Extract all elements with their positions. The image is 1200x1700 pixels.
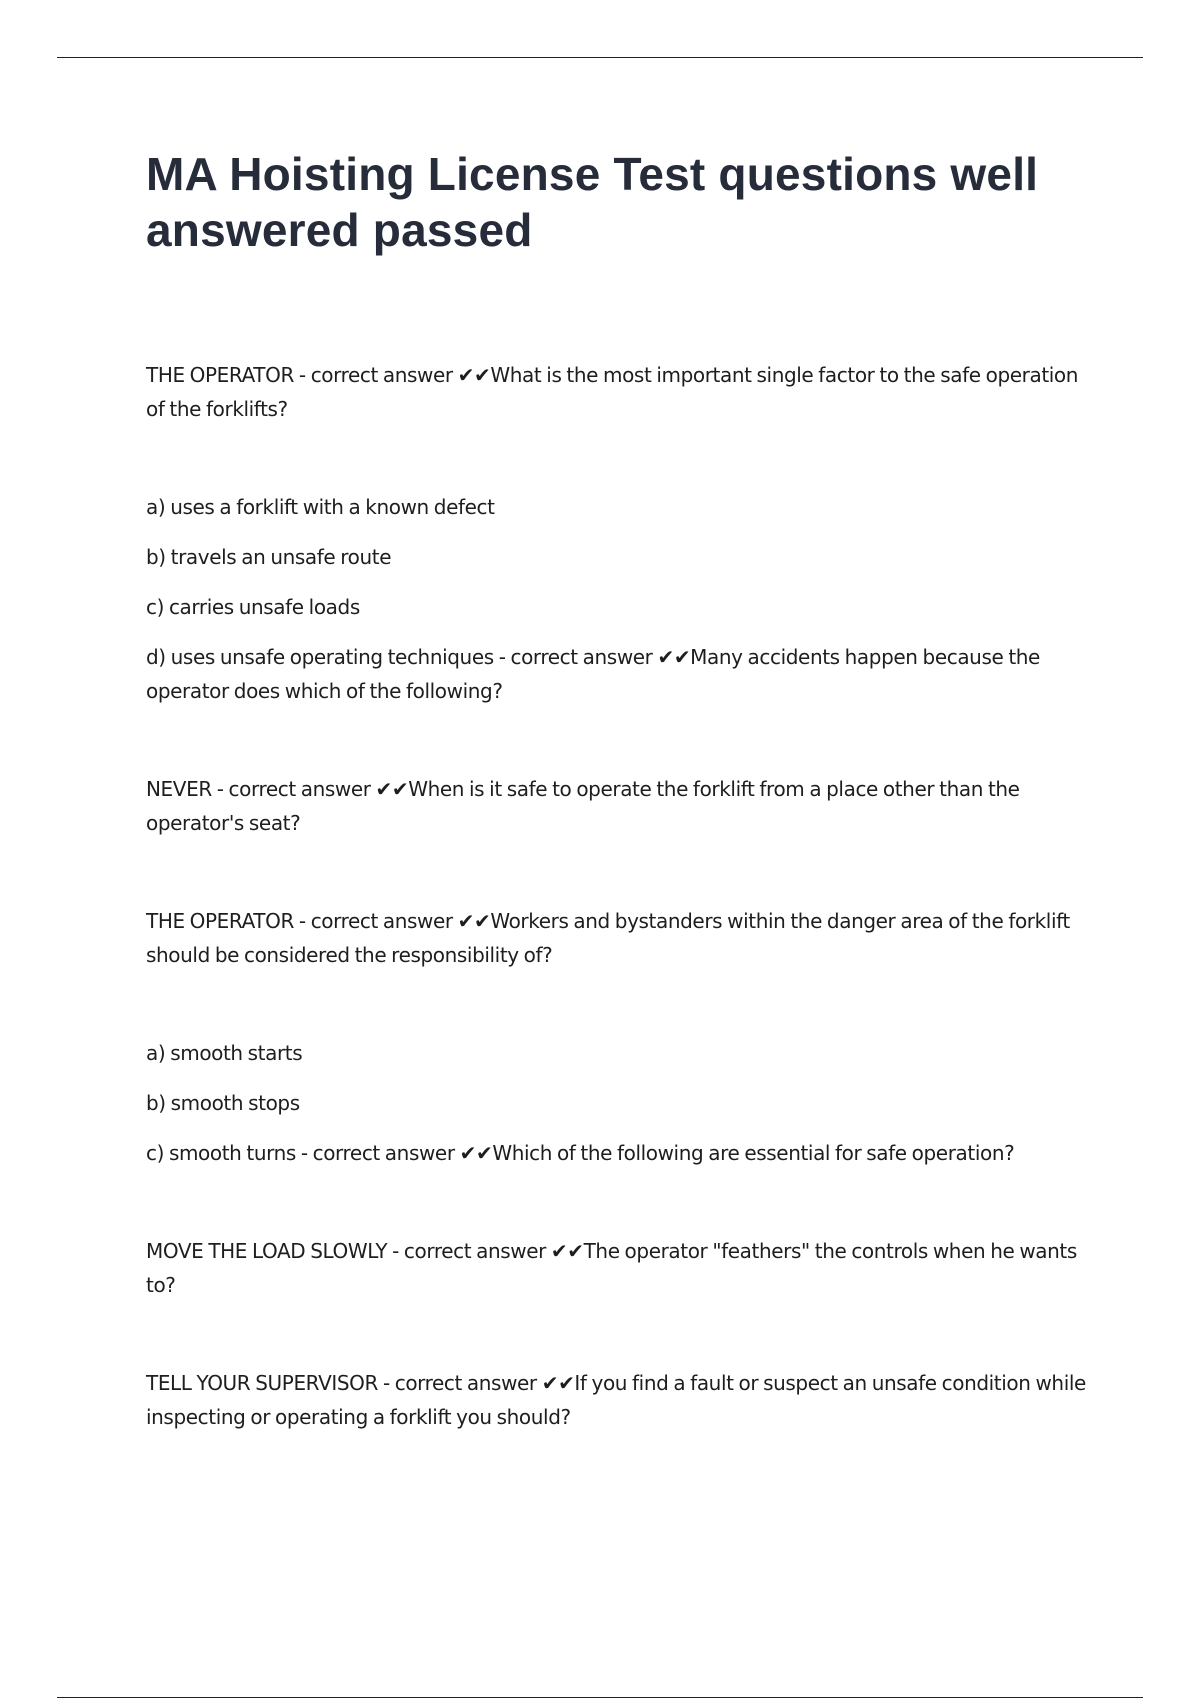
option-paragraph: c) carries unsafe loads [146,595,360,619]
question-list [146,358,1086,1434]
qa-paragraph: c) smooth turns - correct answer ✔✔Which of the following are essential for safe operation? [146,1141,1015,1165]
qa-paragraph: NEVER - correct answer ✔✔When is it safe to operate the forklift from a place other than the operator's seat? [146,777,1020,835]
qa-paragraph: THE OPERATOR - correct answer ✔✔Workers and bystanders within the danger area of the forklift should be considered the responsibility of? [146,909,1070,967]
option-paragraph: b) travels an unsafe route [146,545,392,569]
qa-paragraph: THE OPERATOR - correct answer ✔✔What is the most important single factor to the safe operation of the forklifts? [146,363,1079,421]
qa-paragraph: MOVE THE LOAD SLOWLY - correct answer ✔✔The operator "feathers" the controls when he wants to? [146,1239,1077,1297]
bottom-rule [57,1697,1143,1698]
qa-paragraph: TELL YOUR SUPERVISOR - correct answer ✔✔If you find a fault or suspect an unsafe condition while inspecting or operating a forklift you should? [146,1371,1086,1429]
option-paragraph: a) smooth starts [146,1041,303,1065]
document-content [146,146,1086,1434]
qa-paragraph: d) uses unsafe operating techniques - correct answer ✔✔Many accidents happen because the operator does which of the following? [146,645,1040,703]
option-paragraph: b) smooth stops [146,1091,300,1115]
document-title: MA Hoisting License Test questions well answered passed [146,148,1039,256]
option-paragraph: a) uses a forklift with a known defect [146,495,495,519]
top-rule [57,57,1143,58]
